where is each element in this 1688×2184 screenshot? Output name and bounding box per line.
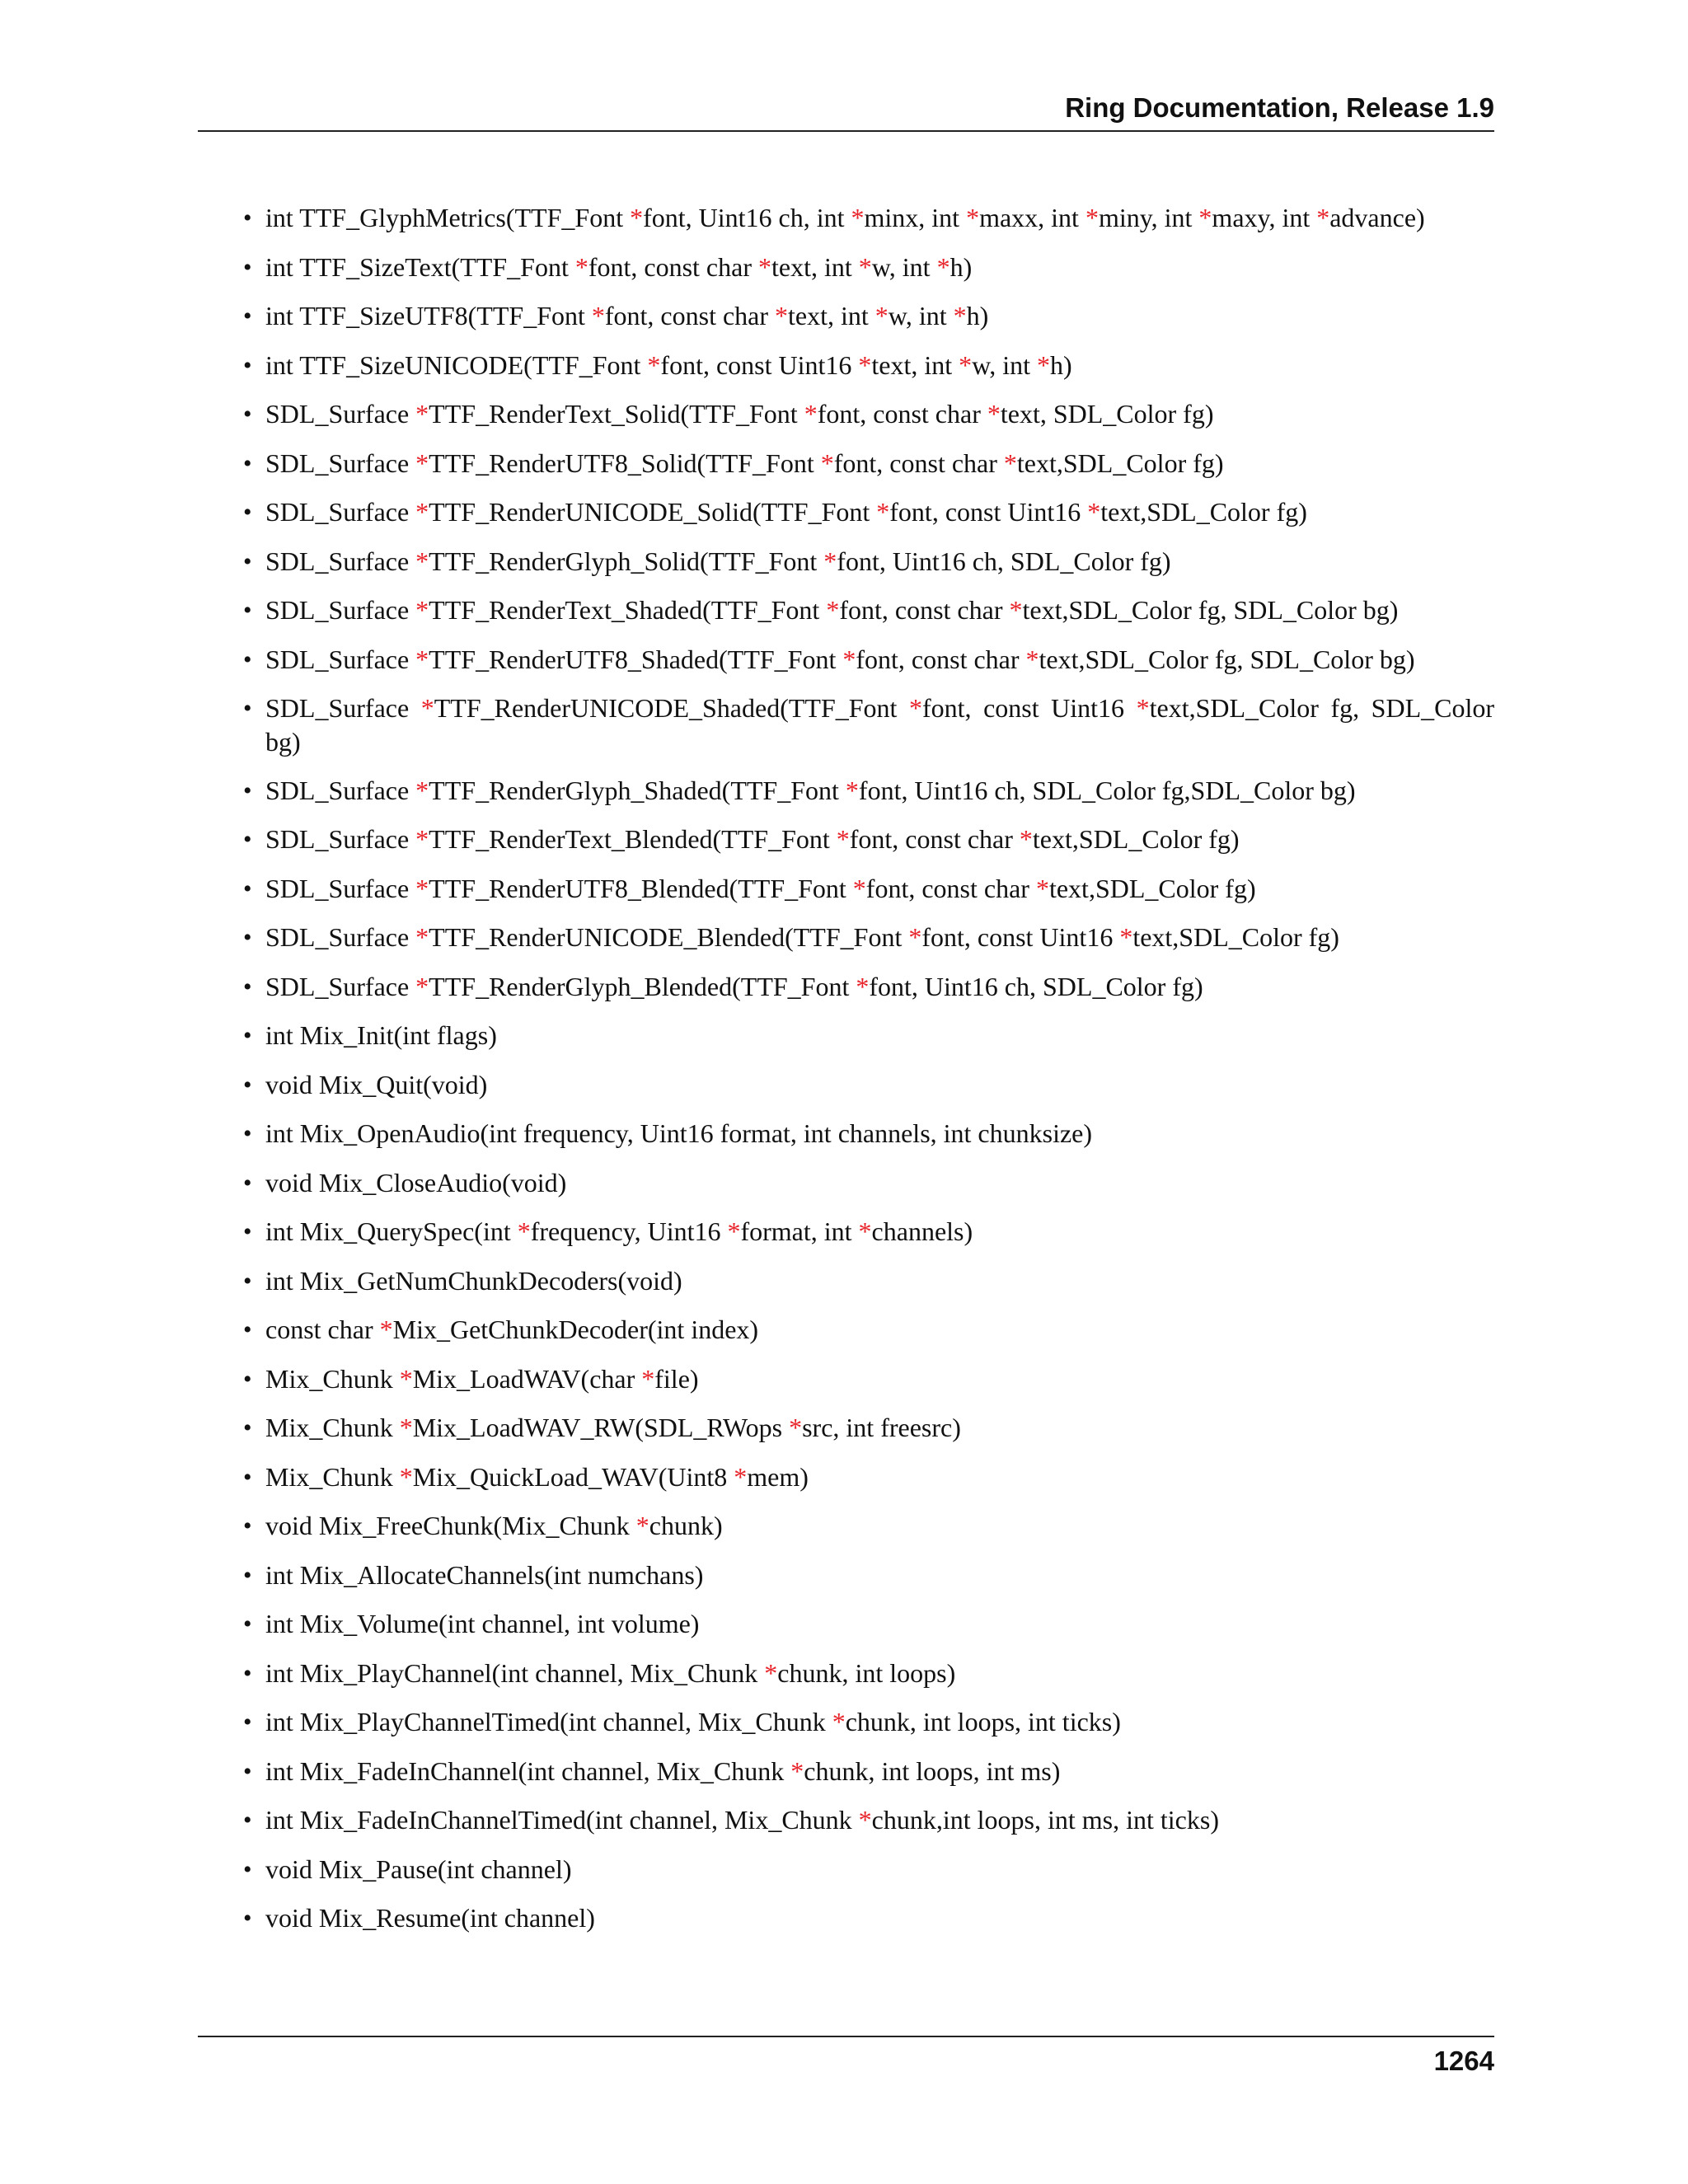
- function-signature: int TTF_GlyphMetrics(TTF_Font *font, Uint16 ch, int *minx, int *maxx, int *miny, int *maxy, int *advance): [265, 203, 1425, 232]
- asterisk-glyph: *: [415, 595, 429, 625]
- asterisk-glyph: *: [420, 693, 434, 723]
- asterisk-glyph: *: [1136, 693, 1150, 723]
- function-signature: int Mix_AllocateChannels(int numchans): [265, 1560, 704, 1590]
- asterisk-glyph: *: [727, 1216, 741, 1246]
- asterisk-glyph: *: [820, 448, 834, 478]
- bullet-icon: •: [243, 548, 252, 575]
- function-signature: SDL_Surface *TTF_RenderUNICODE_Solid(TTF_Font *font, const Uint16 *text,SDL_Color fg): [265, 497, 1307, 527]
- list-item: [243, 397, 1494, 431]
- bullet-icon: •: [243, 777, 252, 804]
- function-signature: int Mix_Volume(int channel, int volume): [265, 1609, 700, 1638]
- list-item: [243, 1803, 1494, 1837]
- list-item: [243, 1607, 1494, 1641]
- list-item: [243, 823, 1494, 856]
- bullet-icon: •: [243, 1071, 252, 1099]
- header-rule: [198, 130, 1494, 132]
- bullet-icon: •: [243, 597, 252, 624]
- asterisk-glyph: *: [415, 448, 429, 478]
- bullet-icon: •: [243, 450, 252, 477]
- list-item: [243, 643, 1494, 677]
- bullet-icon: •: [243, 1218, 252, 1245]
- bullet-icon: •: [243, 1610, 252, 1638]
- function-signature: int Mix_Init(int flags): [265, 1020, 497, 1050]
- list-item: [243, 872, 1494, 906]
- bullet-icon: •: [243, 695, 252, 722]
- asterisk-glyph: *: [826, 595, 840, 625]
- function-signature: int TTF_SizeUTF8(TTF_Font *font, const char *text, int *w, int *h): [265, 301, 989, 330]
- asterisk-glyph: *: [734, 1462, 748, 1492]
- bullet-icon: •: [243, 973, 252, 1001]
- function-signature: int Mix_GetNumChunkDecoders(void): [265, 1266, 682, 1296]
- asterisk-glyph: *: [757, 252, 771, 282]
- bullet-icon: •: [243, 1268, 252, 1295]
- asterisk-glyph: *: [987, 399, 1001, 429]
- asterisk-glyph: *: [1316, 203, 1330, 232]
- list-item: [243, 1755, 1494, 1788]
- asterisk-glyph: *: [399, 1364, 413, 1394]
- list-item: [243, 1853, 1494, 1886]
- function-signature: SDL_Surface *TTF_RenderUTF8_Solid(TTF_Font *font, const char *text,SDL_Color fg): [265, 448, 1224, 478]
- bullet-icon: •: [243, 875, 252, 902]
- asterisk-glyph: *: [966, 203, 980, 232]
- bullet-icon: •: [243, 352, 252, 379]
- function-signature: SDL_Surface *TTF_RenderText_Blended(TTF_Font *font, const char *text,SDL_Color fg): [265, 824, 1240, 854]
- function-signature: int Mix_OpenAudio(int frequency, Uint16 format, int channels, int chunksize): [265, 1118, 1093, 1148]
- function-signature: int TTF_SizeText(TTF_Font *font, const char *text, int *w, int *h): [265, 252, 973, 282]
- asterisk-glyph: *: [1036, 350, 1050, 380]
- asterisk-glyph: *: [415, 644, 429, 674]
- bullet-icon: •: [243, 1708, 252, 1736]
- function-signature: SDL_Surface *TTF_RenderUTF8_Blended(TTF_Font *font, const char *text,SDL_Color fg): [265, 874, 1256, 903]
- asterisk-glyph: *: [517, 1216, 531, 1246]
- asterisk-glyph: *: [635, 1511, 649, 1540]
- bullet-icon: •: [243, 1169, 252, 1197]
- bullet-icon: •: [243, 254, 252, 281]
- list-item: [243, 774, 1494, 808]
- asterisk-glyph: *: [908, 922, 922, 952]
- asterisk-glyph: *: [790, 1756, 804, 1786]
- asterisk-glyph: *: [415, 497, 429, 527]
- bullet-icon: •: [243, 204, 252, 232]
- list-item: [243, 495, 1494, 529]
- asterisk-glyph: *: [399, 1462, 413, 1492]
- asterisk-glyph: *: [856, 972, 870, 1001]
- list-item: [243, 447, 1494, 480]
- asterisk-glyph: *: [874, 301, 889, 330]
- asterisk-glyph: *: [953, 301, 967, 330]
- list-item: [243, 251, 1494, 284]
- asterisk-glyph: *: [415, 972, 429, 1001]
- asterisk-glyph: *: [415, 874, 429, 903]
- asterisk-glyph: *: [1198, 203, 1212, 232]
- asterisk-glyph: *: [858, 350, 872, 380]
- asterisk-glyph: *: [852, 874, 866, 903]
- list-item: [243, 1068, 1494, 1102]
- function-signature: int Mix_FadeInChannel(int channel, Mix_Chunk *chunk, int loops, int ms): [265, 1756, 1061, 1786]
- asterisk-glyph: *: [858, 252, 872, 282]
- bullet-icon: •: [243, 826, 252, 853]
- asterisk-glyph: *: [851, 203, 865, 232]
- asterisk-glyph: *: [832, 1707, 846, 1736]
- function-signature: int Mix_PlayChannelTimed(int channel, Mix_Chunk *chunk, int loops, int ticks): [265, 1707, 1121, 1736]
- function-signature: Mix_Chunk *Mix_QuickLoad_WAV(Uint8 *mem): [265, 1462, 809, 1492]
- asterisk-glyph: *: [789, 1413, 803, 1442]
- list-item: [243, 1558, 1494, 1592]
- asterisk-glyph: *: [823, 546, 837, 576]
- function-signature: void Mix_CloseAudio(void): [265, 1168, 567, 1197]
- list-item: [243, 1657, 1494, 1690]
- function-signature: SDL_Surface *TTF_RenderText_Shaded(TTF_Font *font, const char *text,SDL_Color fg, SDL_Color bg): [265, 595, 1399, 625]
- function-signature: SDL_Surface *TTF_RenderGlyph_Solid(TTF_Font *font, Uint16 ch, SDL_Color fg): [265, 546, 1171, 576]
- asterisk-glyph: *: [936, 252, 950, 282]
- list-item: [243, 545, 1494, 579]
- asterisk-glyph: *: [804, 399, 818, 429]
- list-item: [243, 970, 1494, 1004]
- asterisk-glyph: *: [775, 301, 789, 330]
- asterisk-glyph: *: [574, 252, 588, 282]
- asterisk-glyph: *: [415, 824, 429, 854]
- asterisk-glyph: *: [845, 776, 859, 805]
- asterisk-glyph: *: [1035, 874, 1049, 903]
- function-signature: int TTF_SizeUNICODE(TTF_Font *font, const Uint16 *text, int *w, int *h): [265, 350, 1072, 380]
- asterisk-glyph: *: [836, 824, 850, 854]
- list-item: [243, 691, 1495, 759]
- function-signature: SDL_Surface *TTF_RenderUNICODE_Blended(TTF_Font *font, const Uint16 *text,SDL_Color fg): [265, 922, 1339, 952]
- asterisk-glyph: *: [591, 301, 605, 330]
- list-item: [243, 1705, 1494, 1739]
- header-title: Ring Documentation, Release 1.9: [1065, 92, 1494, 123]
- function-signature: const char *Mix_GetChunkDecoder(int index): [265, 1315, 759, 1344]
- function-signature: void Mix_Pause(int channel): [265, 1854, 572, 1884]
- asterisk-glyph: *: [1009, 595, 1023, 625]
- bullet-icon: •: [243, 401, 252, 428]
- asterisk-glyph: *: [842, 644, 856, 674]
- list-item: [243, 1509, 1494, 1543]
- list-item: [243, 1460, 1494, 1494]
- function-signature: void Mix_Resume(int channel): [265, 1903, 595, 1933]
- function-signature: void Mix_FreeChunk(Mix_Chunk *chunk): [265, 1511, 723, 1540]
- asterisk-glyph: *: [764, 1658, 778, 1688]
- asterisk-glyph: *: [959, 350, 973, 380]
- asterisk-glyph: *: [415, 546, 429, 576]
- bullet-icon: •: [243, 1120, 252, 1147]
- function-signature: void Mix_Quit(void): [265, 1070, 488, 1099]
- list-item: [243, 1901, 1494, 1935]
- bullet-icon: •: [243, 1856, 252, 1883]
- list-item: [243, 1215, 1494, 1249]
- bullet-icon: •: [243, 1366, 252, 1393]
- bullet-icon: •: [243, 1414, 252, 1441]
- asterisk-glyph: *: [1085, 203, 1099, 232]
- asterisk-glyph: *: [1025, 644, 1039, 674]
- bullet-icon: •: [243, 1512, 252, 1540]
- list-item: [243, 1264, 1494, 1298]
- list-item: [243, 299, 1494, 333]
- list-item: [243, 1362, 1494, 1396]
- list-item: [243, 1117, 1494, 1151]
- asterisk-glyph: *: [415, 776, 429, 805]
- function-signature: SDL_Surface *TTF_RenderUTF8_Shaded(TTF_Font *font, const char *text,SDL_Color fg, SDL_Color bg): [265, 644, 1415, 674]
- list-item: [243, 1411, 1494, 1445]
- bullet-icon: •: [243, 924, 252, 951]
- function-signature: SDL_Surface *TTF_RenderText_Solid(TTF_Font *font, const char *text, SDL_Color fg): [265, 399, 1214, 429]
- bullet-icon: •: [243, 1807, 252, 1834]
- list-item: [243, 349, 1494, 382]
- function-signature: SDL_Surface *TTF_RenderGlyph_Blended(TTF_Font *font, Uint16 ch, SDL_Color fg): [265, 972, 1203, 1001]
- function-signature: SDL_Surface *TTF_RenderUNICODE_Shaded(TTF_Font *font, const Uint16 *text,SDL_Color fg, SDL_Color bg): [265, 693, 1495, 757]
- asterisk-glyph: *: [641, 1364, 655, 1394]
- list-item: [243, 1313, 1494, 1347]
- asterisk-glyph: *: [379, 1315, 393, 1344]
- bullet-icon: •: [243, 1022, 252, 1049]
- function-signature: int Mix_FadeInChannelTimed(int channel, Mix_Chunk *chunk,int loops, int ms, int ticks): [265, 1805, 1219, 1835]
- asterisk-glyph: *: [858, 1216, 872, 1246]
- asterisk-glyph: *: [415, 922, 429, 952]
- asterisk-glyph: *: [1019, 824, 1033, 854]
- asterisk-glyph: *: [1087, 497, 1101, 527]
- asterisk-glyph: *: [1119, 922, 1133, 952]
- function-signature: int Mix_PlayChannel(int channel, Mix_Chunk *chunk, int loops): [265, 1658, 956, 1688]
- bullet-icon: •: [243, 1562, 252, 1589]
- list-item: [243, 1166, 1494, 1200]
- footer-rule: [198, 2036, 1494, 2037]
- bullet-icon: •: [243, 1464, 252, 1491]
- bullet-icon: •: [243, 646, 252, 673]
- asterisk-glyph: *: [415, 399, 429, 429]
- asterisk-glyph: *: [858, 1805, 872, 1835]
- asterisk-glyph: *: [908, 693, 922, 723]
- page-number: 1264: [1433, 2046, 1494, 2076]
- list-item: [243, 1019, 1494, 1052]
- asterisk-glyph: *: [876, 497, 890, 527]
- function-signature: Mix_Chunk *Mix_LoadWAV(char *file): [265, 1364, 699, 1394]
- bullet-icon: •: [243, 302, 252, 330]
- function-signature: Mix_Chunk *Mix_LoadWAV_RW(SDL_RWops *src, int freesrc): [265, 1413, 961, 1442]
- bullet-icon: •: [243, 499, 252, 526]
- asterisk-glyph: *: [1003, 448, 1017, 478]
- asterisk-glyph: *: [647, 350, 661, 380]
- function-signature: int Mix_QuerySpec(int *frequency, Uint16 *format, int *channels): [265, 1216, 973, 1246]
- asterisk-glyph: *: [399, 1413, 413, 1442]
- asterisk-glyph: *: [630, 203, 644, 232]
- list-item: [243, 593, 1494, 627]
- bullet-icon: •: [243, 1905, 252, 1932]
- list-item: [243, 921, 1494, 954]
- bullet-icon: •: [243, 1316, 252, 1343]
- bullet-icon: •: [243, 1660, 252, 1687]
- function-signature: SDL_Surface *TTF_RenderGlyph_Shaded(TTF_Font *font, Uint16 ch, SDL_Color fg,SDL_Color bg): [265, 776, 1356, 805]
- list-item: [243, 201, 1494, 235]
- bullet-icon: •: [243, 1758, 252, 1785]
